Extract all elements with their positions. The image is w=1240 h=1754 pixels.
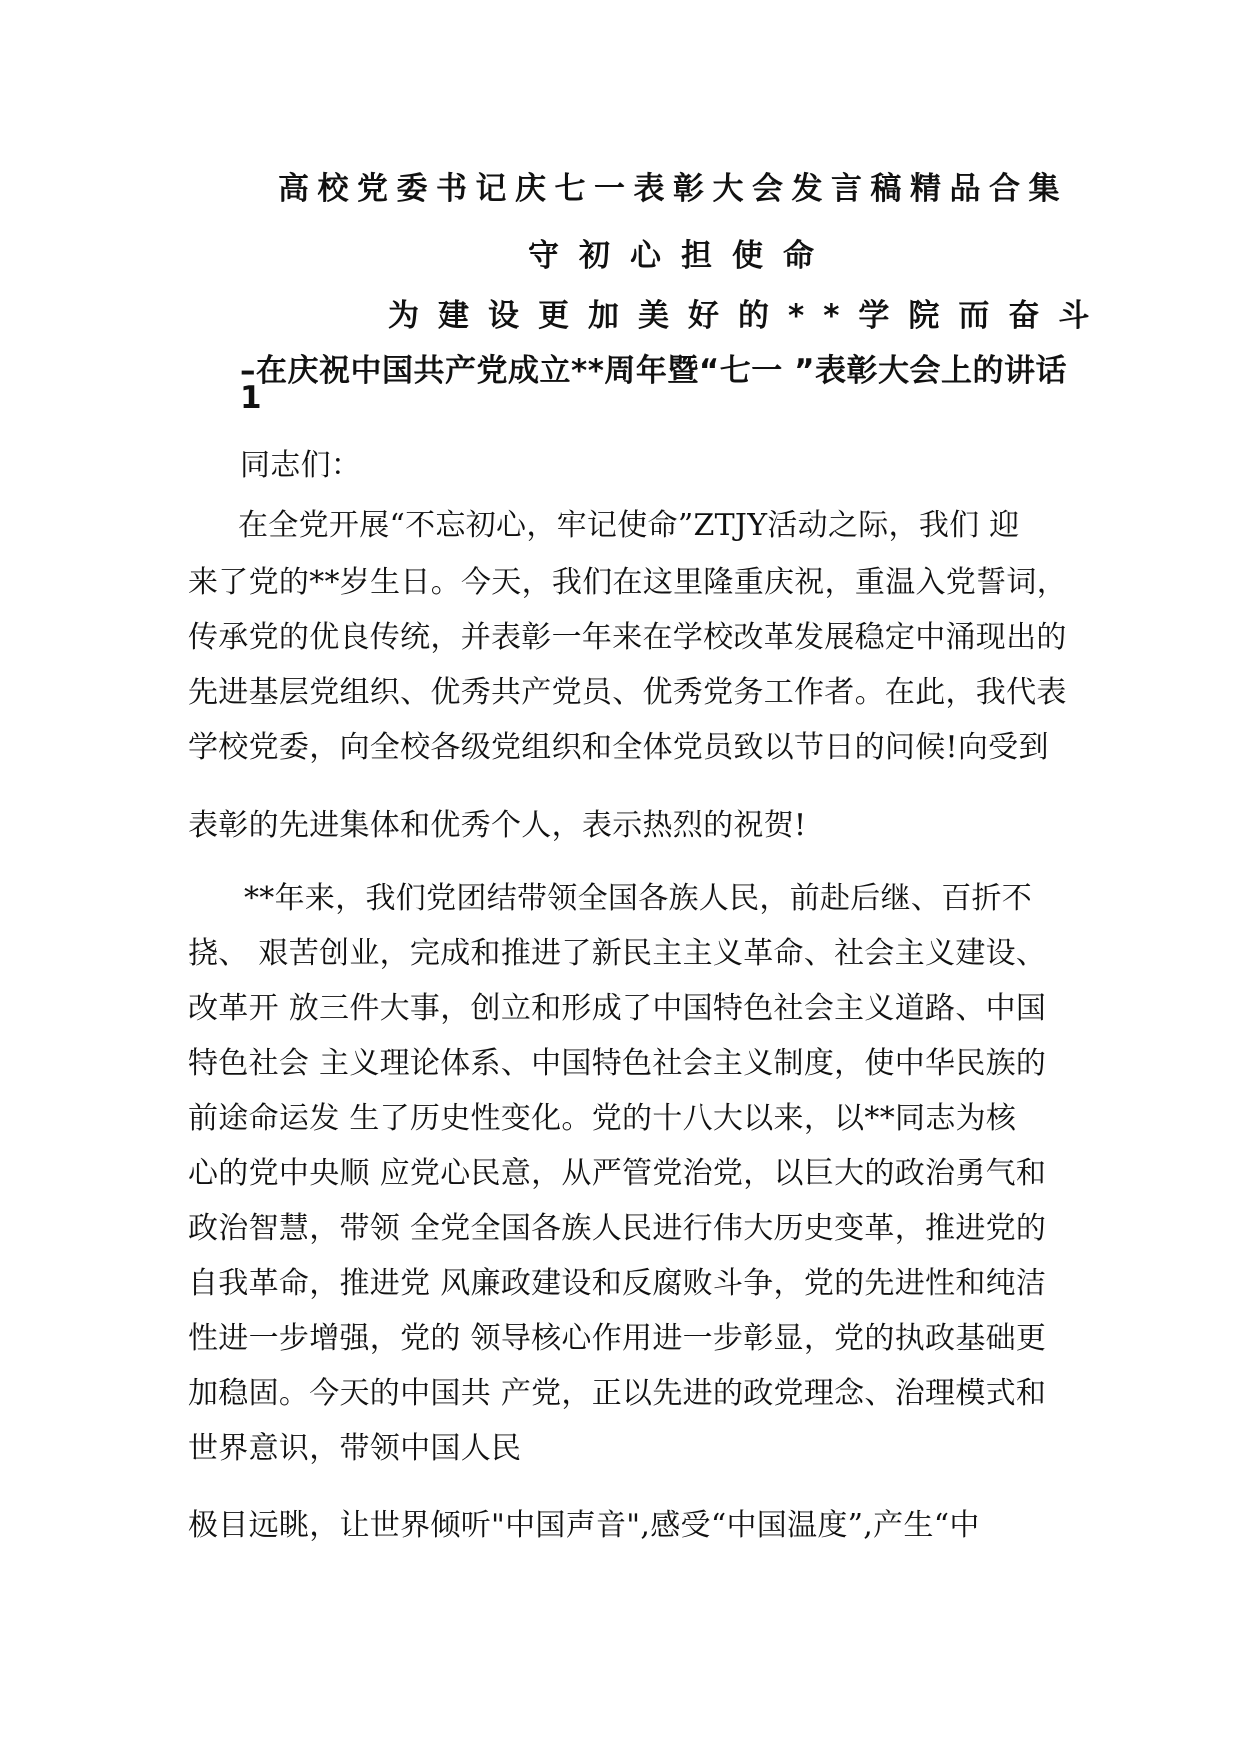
body-line: 自我革命，推进党 风廉政建设和反腐败斗争，党的先进性和纯洁 <box>188 1266 1047 1301</box>
document-title: 高校党委书记庆七一表彰大会发言稿精品合集 <box>278 171 1068 207</box>
speech-subtitle-number: 1 <box>240 380 262 416</box>
body-line: 学校党委，向全校各级党组织和全体党员致以节日的问候!向受到 <box>188 730 1049 765</box>
heading-line-2: 为建设更加美好的**学院而奋斗 <box>388 298 1109 334</box>
body-line: 来了党的**岁生日。今天，我们在这里隆重庆祝，重温入党誓词， <box>188 565 1067 600</box>
salutation: 同志们： <box>240 448 362 483</box>
heading-line-1: 守初心担使命 <box>528 238 834 274</box>
body-line: 传承党的优良传统，并表彰一年来在学校改革发展稳定中涌现出的 <box>188 620 1067 655</box>
body-line: 政治智慧，带领 全党全国各族人民进行伟大历史变革，推进党的 <box>188 1211 1047 1246</box>
body-line: 挠、 艰苦创业，完成和推进了新民主主义革命、社会主义建设、 <box>188 936 1047 971</box>
body-line: 心的党中央顺 应党心民意，从严管党治党，以巨大的政治勇气和 <box>188 1156 1047 1191</box>
speech-subtitle: –在庆祝中国共产党成立**周年暨“七一 ”表彰大会上的讲话 <box>240 353 1067 389</box>
body-line: 改革开 放三件大事，创立和形成了中国特色社会主义道路、中国 <box>188 991 1047 1026</box>
body-line: 世界意识，带领中国人民 <box>188 1431 522 1466</box>
body-line: 加稳固。今天的中国共 产党，正以先进的政党理念、治理模式和 <box>188 1376 1047 1411</box>
body-line: 性进一步增强，党的 领导核心作用进一步彰显，党的执政基础更 <box>188 1321 1047 1356</box>
body-line: 极目远眺，让世界倾听"中国声音",感受“中国温度”,产生“中 <box>188 1508 980 1543</box>
body-line: 前途命运发 生了历史性变化。党的十八大以来，以**同志为核 <box>188 1101 1017 1136</box>
body-line: 先进基层党组织、优秀共产党员、优秀党务工作者。在此，我代表 <box>188 675 1067 710</box>
body-line: 在全党开展“不忘初心，牢记使命”ZTJY活动之际，我们 迎 <box>238 508 1020 543</box>
body-line: 表彰的先进集体和优秀个人，表示热烈的祝贺! <box>188 808 807 843</box>
body-line: **年来，我们党团结带领全国各族人民，前赴后继、百折不 <box>244 881 1033 916</box>
body-line: 特色社会 主义理论体系、中国特色社会主义制度，使中华民族的 <box>188 1046 1047 1081</box>
